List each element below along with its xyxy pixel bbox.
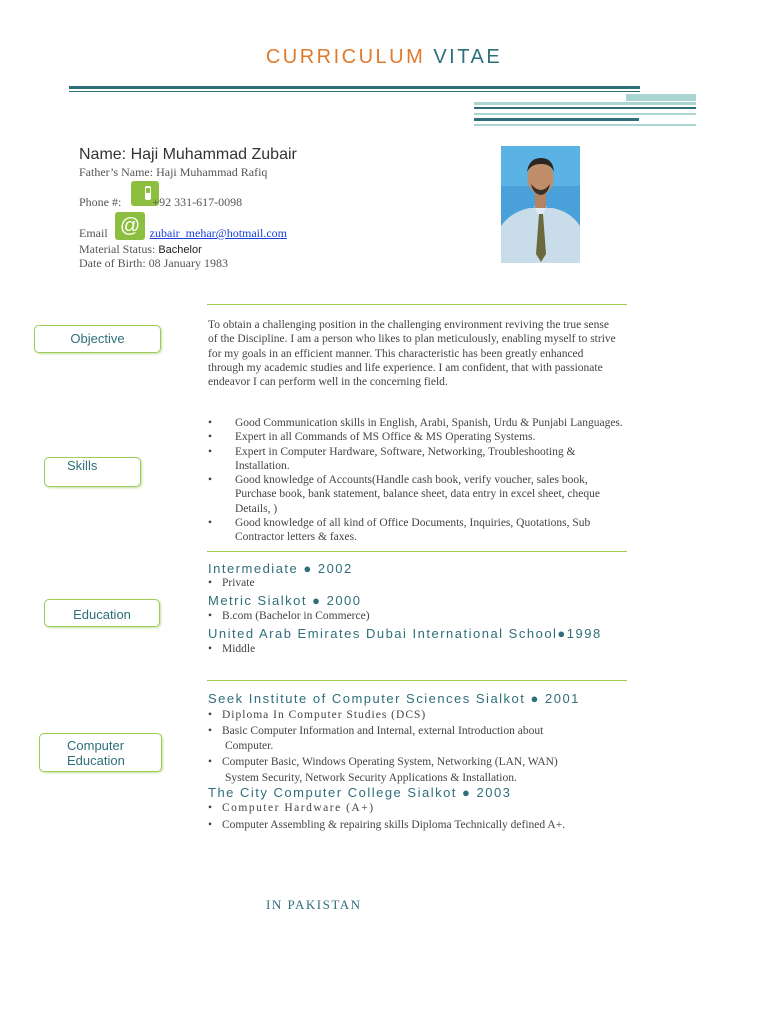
father-name-line bbox=[79, 165, 267, 180]
objective-text: To obtain a challenging position in the challenging environment reviving the true sense of the Discipline. I am a person who likes to plan meticulously, enabling myself to strive for my goals in an efficient manner. This characteristic has been greatly enhanced through my academic studies and life experience. I am confident, that with passionate endeavor I can perform well in the concerning field. bbox=[208, 319, 616, 389]
education-heading: Metric Sialkot ● 2000 bbox=[208, 593, 362, 608]
dob-line bbox=[79, 256, 228, 271]
objective-section-label: Objective bbox=[34, 325, 161, 353]
list-item: • Good Communication skills in English, Arabi, Spanish, Urdu & Punjabi Languages. bbox=[208, 416, 708, 430]
footer-text: IN PAKISTAN bbox=[266, 897, 362, 912]
marital-status-line bbox=[79, 242, 202, 257]
list-item: • Expert in Computer Hardware, Software, Networking, Troubleshooting & Installation. bbox=[208, 445, 708, 474]
marital-status-label: Material Status: bbox=[79, 242, 156, 256]
list-item: • Diploma In Computer Studies (DCS) bbox=[208, 709, 427, 721]
father-name-value: Haji Muhammad Rafiq bbox=[156, 165, 268, 179]
email-line bbox=[79, 226, 287, 241]
dob-value: 08 January 1983 bbox=[148, 256, 228, 270]
skills-section-label: Skills bbox=[44, 457, 141, 487]
list-item-continuation: System Security, Network Security Applications & Installation. bbox=[225, 772, 517, 784]
list-item: • Middle bbox=[208, 643, 256, 655]
list-item: • Computer Hardware (A+) bbox=[208, 802, 375, 814]
list-item: • Basic Computer Information and Internal, external Introduction about bbox=[208, 725, 544, 737]
title-curriculum: CURRICULUM bbox=[265, 46, 426, 68]
list-item: • B.com (Bachelor in Commerce) bbox=[208, 610, 370, 622]
separator-line bbox=[207, 680, 627, 681]
title-vitae: VITAE bbox=[433, 46, 503, 68]
email-label: Email bbox=[79, 226, 108, 240]
candidate-name: Name: Haji Muhammad Zubair bbox=[79, 146, 297, 163]
list-item: • Private bbox=[208, 577, 255, 589]
list-item-continuation: Computer. bbox=[225, 740, 274, 752]
separator-line bbox=[207, 304, 627, 305]
separator-line bbox=[207, 551, 627, 552]
list-item: • Expert in all Commands of MS Office & MS Operating Systems. bbox=[208, 430, 708, 444]
phone-value: +92 331-617-0098 bbox=[152, 195, 243, 209]
education-heading: Intermediate ● 2002 bbox=[208, 561, 353, 576]
profile-photo bbox=[501, 146, 580, 263]
document-title bbox=[0, 46, 768, 69]
computer-education-section-label: Computer Education bbox=[39, 733, 162, 772]
email-icon: @ bbox=[115, 212, 145, 240]
phone-label: Phone #: bbox=[79, 195, 122, 209]
dob-label: Date of Birth: bbox=[79, 256, 146, 270]
computer-education-heading: The City Computer College Sialkot ● 2003 bbox=[208, 785, 512, 800]
list-item: • Computer Basic, Windows Operating System, Networking (LAN, WAN) bbox=[208, 756, 558, 768]
list-item: • Computer Assembling & repairing skills Diploma Technically defined A+. bbox=[208, 819, 566, 831]
computer-education-heading: Seek Institute of Computer Sciences Sialkot ● 2001 bbox=[208, 691, 580, 706]
father-name-label: Father’s Name: bbox=[79, 165, 154, 179]
skills-list bbox=[208, 416, 708, 545]
list-item: • Good knowledge of all kind of Office Documents, Inquiries, Quotations, Sub Contractor letters & faxes. bbox=[208, 516, 708, 545]
education-section-label: Education bbox=[44, 599, 160, 627]
marital-status-value: Bachelor bbox=[158, 244, 202, 256]
list-item: • Good knowledge of Accounts(Handle cash book, verify voucher, sales book, Purchase book, bank statement, balance sheet, data entry in excel sheet, cheque Details, ) bbox=[208, 473, 708, 516]
phone-line bbox=[79, 195, 242, 210]
email-link[interactable]: zubair_mehar@hotmail.com bbox=[149, 226, 288, 240]
education-heading: United Arab Emirates Dubai International School●1998 bbox=[208, 626, 602, 641]
